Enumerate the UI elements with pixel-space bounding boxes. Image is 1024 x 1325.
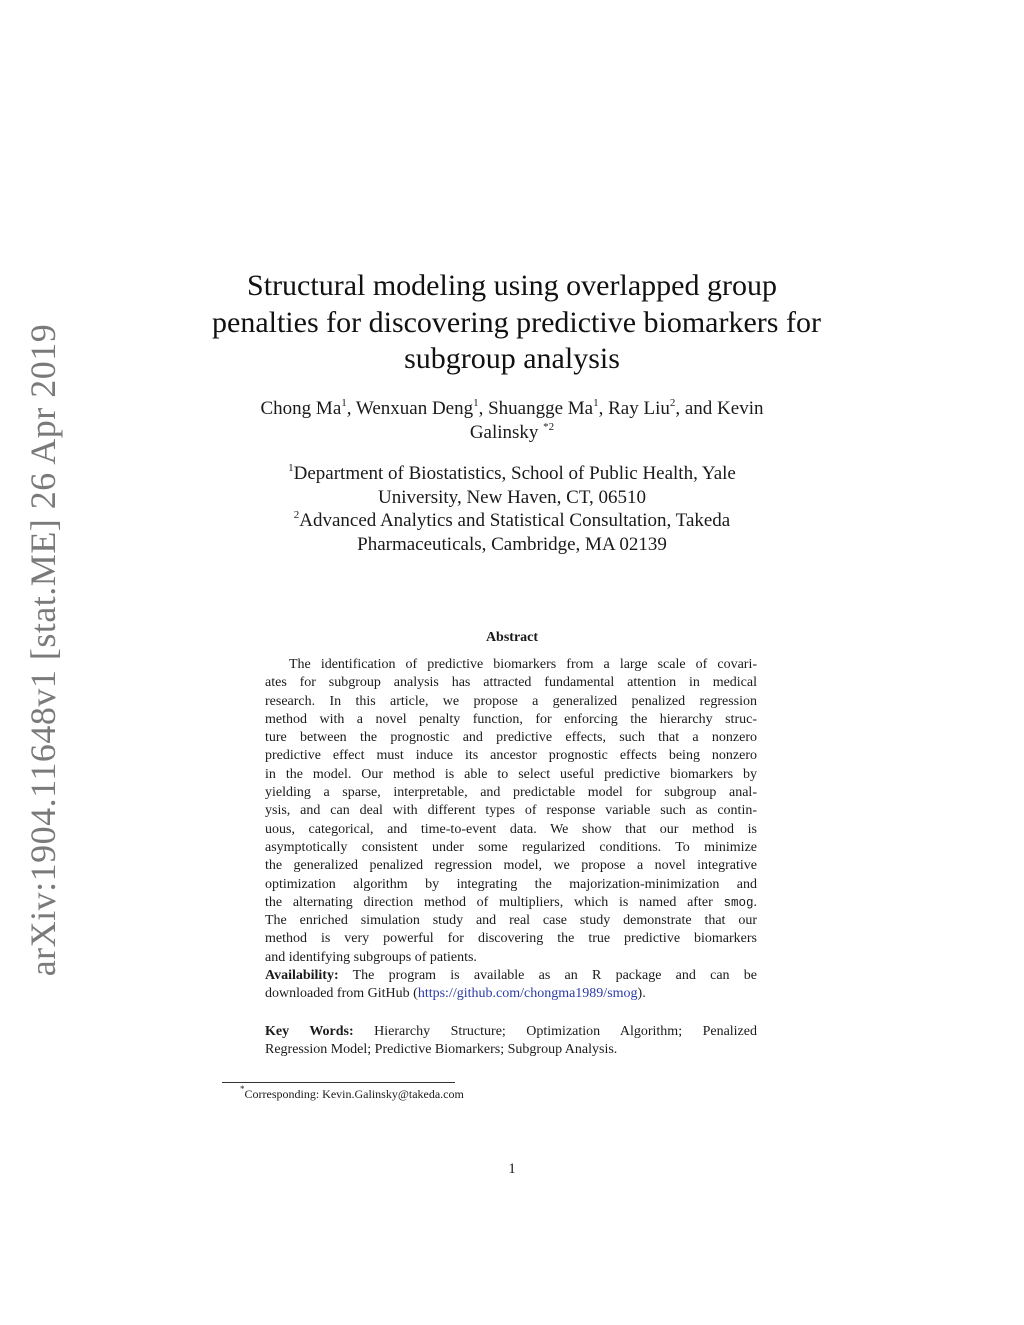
author-affiliation-mark: *2 xyxy=(543,420,555,433)
affiliations xyxy=(212,462,812,556)
abstract-line: optimization algorithm by integrating the majorization-minimization and xyxy=(265,876,757,892)
keywords-line: Regression Model; Predictive Biomarkers; Subgroup Analysis. xyxy=(265,1042,618,1058)
author-separator: , xyxy=(598,398,609,419)
footnote xyxy=(240,1084,464,1102)
abstract-heading: Abstract xyxy=(485,630,539,645)
abstract-line: uous, categorical, and time-to-event data. We show that our method is xyxy=(265,821,757,837)
title-line: Structural modeling using overlapped group xyxy=(247,269,777,302)
author-name: Shuangge Ma xyxy=(488,398,594,419)
abstract-line: predictive effect must induce its ancestor prognostic effects being nonzero xyxy=(265,748,757,764)
abstract-line: and identifying subgroups of patients. xyxy=(265,949,477,965)
abstract-line: the generalized penalized regression model, we propose a novel integrative xyxy=(265,858,757,874)
author-line xyxy=(212,397,812,421)
affiliation-line xyxy=(212,509,812,533)
abstract-line: The identification of predictive biomarkers from a large scale of covari- xyxy=(289,657,757,672)
abstract-line: The enriched simulation study and real case study demonstrate that our xyxy=(265,913,757,929)
availability-label: Availability: xyxy=(265,968,339,984)
author-separator: , and Kevin xyxy=(675,398,764,419)
abstract-line: research. In this article, we propose a generalized penalized regression xyxy=(265,693,757,709)
availability-text: ). xyxy=(637,986,646,1002)
abstract-line: ates for subgroup analysis has attracted fundamental attention in medical xyxy=(265,675,757,691)
availability-line xyxy=(265,985,757,1003)
author-line xyxy=(212,421,812,445)
footnote-mark: * xyxy=(240,1084,245,1094)
author-name: Galinsky xyxy=(469,422,539,443)
abstract-line: asymptotically consistent under some regularized conditions. To minimize xyxy=(265,839,757,855)
title-line: subgroup analysis xyxy=(404,342,620,375)
page-number: 1 xyxy=(508,1161,516,1177)
keywords-label: Key Words: xyxy=(265,1024,354,1039)
affiliation-line: University, New Haven, CT, 06510 xyxy=(377,486,647,508)
affiliation-mark: 2 xyxy=(293,508,300,521)
affiliation-mark: 1 xyxy=(288,461,294,474)
arxiv-identifier-stamp: arXiv:1904.11648v1 [stat.ME] 26 Apr 2019 xyxy=(23,323,63,977)
availability-text: downloaded from GitHub ( xyxy=(265,986,418,1002)
affiliation-text: Department of Biostatistics, School of Public Health, Yale xyxy=(293,463,736,484)
abstract-line: method with a novel penalty function, for enforcing the hierarchy struc- xyxy=(265,711,757,727)
author-separator: , xyxy=(346,398,356,419)
abstract-line: method is very powerful for discovering the true predictive biomarkers xyxy=(265,931,757,947)
paper-title xyxy=(212,268,821,378)
affiliation-line: Pharmaceuticals, Cambridge, MA 02139 xyxy=(357,533,667,555)
affiliation-text: Advanced Analytics and Statistical Consultation, Takeda xyxy=(299,510,731,531)
abstract-text: . xyxy=(753,894,757,910)
author-affiliation-mark: 1 xyxy=(473,396,479,409)
abstract-line xyxy=(265,894,757,912)
abstract-text: the alternating direction method of multipliers, which is named after xyxy=(265,894,724,910)
abstract-line: ysis, and can deal with different types of response variable such as contin- xyxy=(265,803,757,819)
author-affiliation-mark: 1 xyxy=(341,396,347,409)
abstract-body xyxy=(265,656,757,1004)
keywords-line xyxy=(265,1023,757,1041)
keywords-text: Hierarchy Structure; Optimization Algorithm; Penalized xyxy=(353,1024,757,1039)
author-name: Ray Liu xyxy=(608,398,670,419)
author-name: Wenxuan Deng xyxy=(355,398,474,419)
abstract-line: yielding a sparse, interpretable, and predictable model for subgroup anal- xyxy=(265,785,757,801)
abstract-line: in the model. Our method is able to select useful predictive biomarkers by xyxy=(265,766,757,782)
author-affiliation-mark: 2 xyxy=(669,396,676,409)
footnote-text: Corresponding: Kevin.Galinsky@takeda.com xyxy=(244,1087,464,1101)
keywords-section xyxy=(265,1023,757,1060)
author-list xyxy=(212,397,812,445)
affiliation-line xyxy=(212,462,812,486)
package-name-code: smog xyxy=(723,895,754,910)
availability-text: The program is available as an R package and can be xyxy=(338,968,757,984)
availability-line xyxy=(265,967,757,985)
abstract-line: ture between the prognostic and predictive effects, such that a nonzero xyxy=(265,730,757,746)
footnote-rule xyxy=(222,1082,455,1083)
title-line: penalties for discovering predictive biomarkers for xyxy=(212,305,821,339)
author-name: Chong Ma xyxy=(260,398,342,419)
github-link[interactable]: https://github.com/chongma1989/smog xyxy=(417,986,638,1002)
author-affiliation-mark: 1 xyxy=(593,396,599,409)
author-separator: , xyxy=(478,398,489,419)
